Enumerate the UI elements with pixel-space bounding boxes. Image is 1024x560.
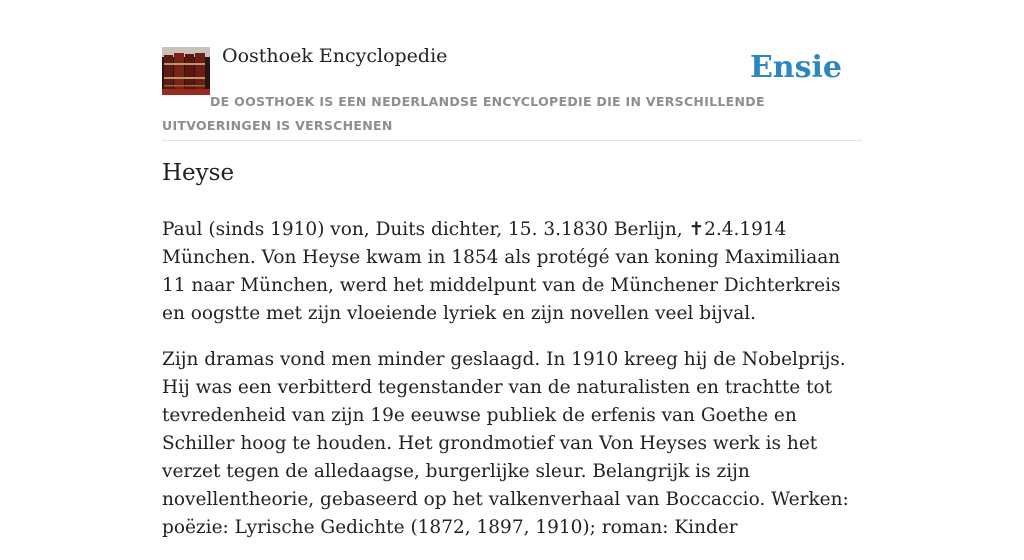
article-paragraph: Paul (sinds 1910) von, Duits dichter, 15. 3.1830 Berlijn, ✝2.4.1914 München. Von Heyse kwam in 1854 als protégé van koning Maximiliaan 11 naar München, werd het middelpunt van de Münchener Dichterkreis en oogstte met zijn vloeiende lyriek en zijn novellen veel bijval. [162,219,841,324]
avatar[interactable] [162,47,210,95]
article-paragraph: Zijn dramas vond men minder geslaagd. In 1910 kreeg hij de Nobelprijs. Hij was een verbitterd tegenstander van de naturalisten en trachtte tot tevredenheid van zijn 19e eeuwse publiek de erfenis van Goethe en Schiller hoog te houden. Het grondmotief van Von Heyses werk is het verzet tegen de alledaagse, burgerlijke sleur. Belangrijk is zijn novellentheorie, gebaseerd op het valkenverhaal van Boccaccio. Werken: poëzie: Lyrische Gedichte (1872, 1897, 1910); roman: Kinder [162,349,849,538]
article-body [162,216,862,560]
book-spines-icon [162,47,210,95]
site-tagline [162,90,862,138]
site-name[interactable]: Oosthoek Encyclopedie [222,45,448,67]
page-title: Heyse [162,160,235,186]
main-container [162,0,862,538]
site-header [162,0,862,141]
brand-logo[interactable]: Ensie [749,50,842,85]
tagline-text: DE OOSTHOEK IS EEN NEDERLANDSE ENCYCLOPEDIE DIE IN VERSCHILLENDE UITVOERINGEN IS VERSCHENEN [162,94,765,133]
